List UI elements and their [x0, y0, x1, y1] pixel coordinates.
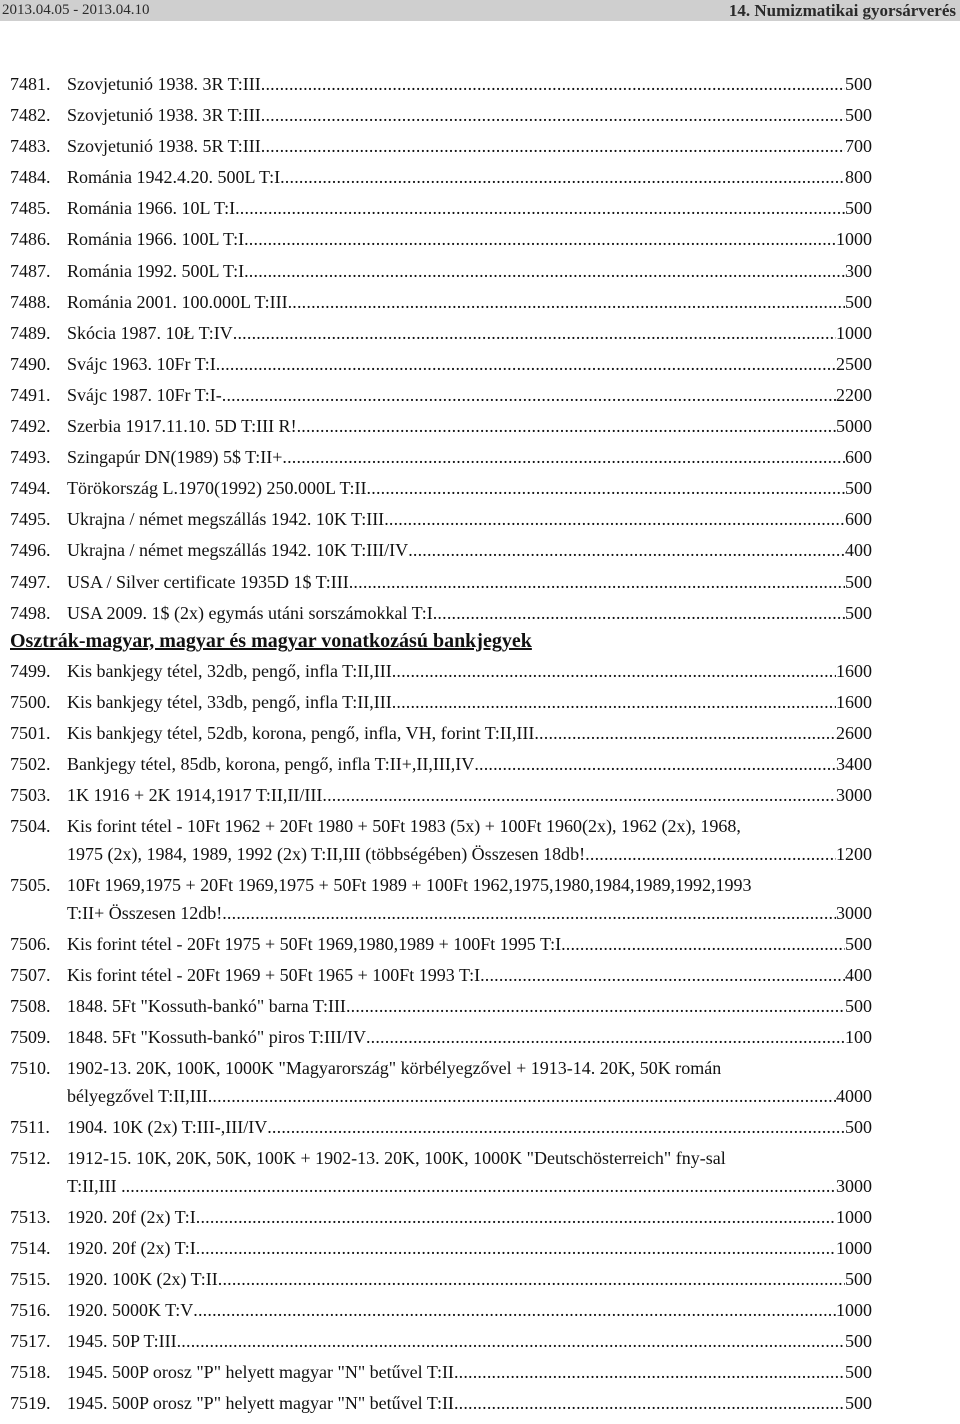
dot-leader	[454, 1393, 845, 1413]
lot-line	[67, 903, 872, 923]
lot-description	[67, 74, 872, 94]
lot-price: 800	[845, 167, 872, 188]
lot-number: 7518.	[10, 1361, 51, 1382]
lot-description	[67, 1027, 872, 1047]
lot-number: 7487.	[10, 260, 51, 281]
lot-line	[67, 723, 872, 743]
lot-text: Szingapúr DN(1989) 5$ T:II+	[67, 447, 283, 468]
lot-line	[67, 354, 872, 374]
lot-text: T:II+ Összesen 12db!	[67, 902, 223, 923]
lot-text: Bankjegy tétel, 85db, korona, pengő, infla T:II+,II,III,IV	[67, 753, 475, 774]
dot-leader	[288, 292, 845, 312]
dot-leader	[384, 509, 845, 529]
lot-line	[67, 661, 872, 681]
lot-number: 7517.	[10, 1330, 51, 1351]
lot-text: 1K 1916 + 2K 1914,1917 T:II,II/III	[67, 784, 323, 805]
lot-text: Ukrajna / német megszállás 1942. 10K T:III	[67, 509, 385, 530]
dot-leader	[408, 540, 845, 560]
lot-price: 3400	[836, 753, 872, 774]
lot-number: 7496.	[10, 540, 51, 561]
lot-number: 7512.	[10, 1147, 51, 1168]
lot-price: 2500	[836, 353, 872, 374]
lot-price: 400	[845, 540, 872, 561]
lot-item	[10, 603, 872, 623]
lot-item	[10, 261, 872, 281]
lot-line	[67, 261, 872, 281]
dot-leader	[534, 723, 836, 743]
lot-description	[67, 965, 872, 985]
lot-line	[67, 540, 872, 560]
lot-line	[67, 1117, 872, 1137]
lot-number: 7482.	[10, 105, 51, 126]
lot-description	[67, 1117, 872, 1137]
lot-item	[10, 354, 872, 374]
dot-leader	[193, 1300, 836, 1320]
dot-leader	[366, 1027, 845, 1047]
lot-number: 7515.	[10, 1268, 51, 1289]
dot-leader	[218, 1269, 845, 1289]
lot-description	[67, 692, 872, 712]
lot-item	[10, 229, 872, 249]
lot-line	[67, 1207, 872, 1227]
lot-item	[10, 385, 872, 405]
lot-line	[67, 1362, 872, 1382]
lot-text: 1945. 50P T:III	[67, 1330, 177, 1351]
lot-line	[67, 754, 872, 774]
lot-item	[10, 1148, 872, 1196]
lot-description	[67, 229, 872, 249]
lot-number: 7500.	[10, 691, 51, 712]
lot-number: 7506.	[10, 933, 51, 954]
lot-text: 10Ft 1969,1975 + 20Ft 1969,1975 + 50Ft 1989 + 100Ft 1962,1975,1980,1984,1989,1992,1993	[67, 874, 752, 895]
lot-item	[10, 1238, 872, 1258]
lot-description	[67, 136, 872, 156]
lot-line	[67, 74, 872, 94]
lot-price: 300	[845, 260, 872, 281]
dot-leader	[222, 903, 836, 923]
lot-item	[10, 105, 872, 125]
lot-line	[67, 416, 872, 436]
section-title: Osztrák-magyar, magyar és magyar vonatkozású bankjegyek	[10, 629, 532, 652]
dot-leader	[280, 167, 845, 187]
lot-item	[10, 785, 872, 805]
lot-description	[67, 661, 872, 681]
lot-price: 400	[845, 964, 872, 985]
lot-item	[10, 1207, 872, 1227]
lot-description	[67, 261, 872, 281]
lot-price: 1000	[836, 1237, 872, 1258]
lot-line	[67, 1269, 872, 1289]
lot-description	[67, 603, 872, 623]
lot-description	[67, 1300, 872, 1320]
lot-description	[67, 1058, 872, 1106]
lot-item	[10, 323, 872, 343]
lot-line	[67, 105, 872, 125]
lot-text: Törökország L.1970(1992) 250.000L T:II	[67, 478, 367, 499]
date-range: 2013.04.05 - 2013.04.10	[2, 2, 150, 18]
lot-text: 1945. 500P orosz "P" helyett magyar "N" betűvel T:II	[67, 1392, 454, 1413]
lot-description	[67, 292, 872, 312]
lot-text: 1848. 5Ft "Kossuth-bankó" piros T:III/IV	[67, 1026, 366, 1047]
dot-leader	[561, 934, 845, 954]
lot-description	[67, 105, 872, 125]
lot-price: 500	[845, 1361, 872, 1382]
lot-description	[67, 198, 872, 218]
lot-text: Skócia 1987. 10Ł T:IV	[67, 322, 233, 343]
lot-price: 500	[845, 74, 872, 94]
lot-number: 7503.	[10, 784, 51, 805]
lot-line	[67, 965, 872, 985]
lot-item	[10, 136, 872, 156]
lot-price: 1000	[836, 1206, 872, 1227]
lot-price: 3000	[836, 784, 872, 805]
dot-leader	[261, 74, 845, 94]
lot-item	[10, 965, 872, 985]
lot-number: 7508.	[10, 995, 51, 1016]
lot-line	[67, 509, 872, 529]
lot-description	[67, 447, 872, 467]
lot-price: 3000	[836, 902, 872, 923]
lot-item	[10, 1027, 872, 1047]
dot-leader	[322, 785, 836, 805]
lot-number: 7499.	[10, 660, 51, 681]
lot-number: 7488.	[10, 291, 51, 312]
lot-number: 7489.	[10, 322, 51, 343]
lot-text: 1920. 100K (2x) T:II	[67, 1268, 218, 1289]
lot-price: 600	[845, 509, 872, 530]
lot-description	[67, 723, 872, 743]
lot-price: 5000	[836, 416, 872, 437]
lot-price: 500	[845, 602, 872, 623]
dot-leader	[244, 229, 836, 249]
lot-price: 1000	[836, 1299, 872, 1320]
lot-text: Ukrajna / német megszállás 1942. 10K T:III/IV	[67, 540, 409, 561]
lot-number: 7494.	[10, 478, 51, 499]
lot-price: 600	[845, 447, 872, 468]
lot-item	[10, 1117, 872, 1137]
lot-text: Svájc 1963. 10Fr T:I	[67, 353, 216, 374]
lot-item	[10, 509, 872, 529]
lot-text: 1975 (2x), 1984, 1989, 1992 (2x) T:II,III (többségében) Összesen 18db!	[67, 843, 586, 864]
dot-leader	[367, 478, 845, 498]
lot-price: 500	[845, 571, 872, 592]
lot-description	[67, 1331, 872, 1351]
dot-leader	[196, 1207, 836, 1227]
lot-line	[67, 1331, 872, 1351]
lot-description	[67, 1362, 872, 1382]
lot-text: 1912-15. 10K, 20K, 50K, 100K + 1902-13. 20K, 100K, 1000K "Deutschösterreich" fny-sal	[67, 1147, 726, 1168]
lot-list-foreign	[10, 74, 872, 623]
lot-item	[10, 1393, 872, 1413]
lot-number: 7498.	[10, 602, 51, 623]
lot-text: 1920. 20f (2x) T:I	[67, 1206, 196, 1227]
lot-number: 7490.	[10, 353, 51, 374]
dot-leader	[433, 603, 845, 623]
dot-leader	[216, 354, 836, 374]
lot-price: 500	[845, 291, 872, 312]
lot-number: 7502.	[10, 753, 51, 774]
lot-description	[67, 875, 872, 923]
lot-number: 7484.	[10, 167, 51, 188]
lot-text: Kis bankjegy tétel, 33db, pengő, infla T:II,III	[67, 691, 392, 712]
lot-text: 1902-13. 20K, 100K, 1000K "Magyarország" körbélyegzővel + 1913-14. 20K, 50K román	[67, 1057, 722, 1078]
lot-price: 1000	[836, 229, 872, 250]
dot-leader	[261, 105, 845, 125]
lot-price: 1600	[836, 660, 872, 681]
dot-leader	[267, 1117, 845, 1137]
lot-number: 7510.	[10, 1057, 51, 1078]
dot-leader	[346, 996, 845, 1016]
lot-description	[67, 385, 872, 405]
lot-description	[67, 1238, 872, 1258]
lot-price: 4000	[836, 1085, 872, 1106]
lot-text: Románia 1992. 500L T:I	[67, 260, 245, 281]
dot-leader	[177, 1331, 845, 1351]
lot-number: 7501.	[10, 722, 51, 743]
lot-number: 7485.	[10, 198, 51, 219]
lot-text: Románia 2001. 100.000L T:III	[67, 291, 288, 312]
lot-number: 7481.	[10, 74, 51, 94]
dot-leader	[474, 754, 836, 774]
lot-item	[10, 723, 872, 743]
dot-leader	[244, 261, 845, 281]
dot-leader	[392, 692, 836, 712]
lot-text: Svájc 1987. 10Fr T:I-	[67, 384, 222, 405]
lot-number: 7483.	[10, 136, 51, 157]
lot-item	[10, 692, 872, 712]
dot-leader	[261, 136, 845, 156]
lot-description	[67, 478, 872, 498]
lot-text: Kis bankjegy tétel, 32db, pengő, infla T:II,III	[67, 660, 392, 681]
page-header	[0, 0, 960, 21]
dot-leader	[480, 965, 845, 985]
dot-leader	[126, 1176, 836, 1196]
lot-number: 7513.	[10, 1206, 51, 1227]
lot-description	[67, 509, 872, 529]
lot-item	[10, 292, 872, 312]
lot-line	[67, 323, 872, 343]
lot-item	[10, 540, 872, 560]
lot-line	[67, 816, 872, 836]
lot-line	[67, 385, 872, 405]
dot-leader	[454, 1362, 845, 1382]
lot-text: 1920. 5000K T:V	[67, 1299, 194, 1320]
lot-item	[10, 996, 872, 1016]
lot-price: 500	[845, 933, 872, 954]
dot-leader	[222, 385, 836, 405]
lot-number: 7516.	[10, 1299, 51, 1320]
lot-price: 500	[845, 1268, 872, 1289]
lot-price: 700	[845, 136, 872, 157]
lot-price: 500	[845, 198, 872, 219]
lot-description	[67, 816, 872, 864]
lot-price: 1200	[836, 843, 872, 864]
lot-item	[10, 1362, 872, 1382]
dot-leader	[196, 1238, 836, 1258]
dot-leader	[282, 447, 845, 467]
lot-item	[10, 1058, 872, 1106]
lot-item	[10, 447, 872, 467]
lot-line	[67, 844, 872, 864]
lot-number: 7519.	[10, 1392, 51, 1413]
lot-number: 7495.	[10, 509, 51, 530]
auction-title: 14. Numizmatikai gyorsárverés	[728, 0, 956, 20]
lot-number: 7492.	[10, 416, 51, 437]
lot-line	[67, 1086, 872, 1106]
lot-line	[67, 229, 872, 249]
lot-description	[67, 996, 872, 1016]
lot-line	[67, 1027, 872, 1047]
lot-text: Szovjetunió 1938. 3R T:III	[67, 74, 261, 94]
lot-item	[10, 875, 872, 923]
lot-item	[10, 198, 872, 218]
lot-number: 7505.	[10, 874, 51, 895]
lot-price: 2200	[836, 384, 872, 405]
lot-listing	[10, 74, 872, 1424]
lot-price: 500	[845, 105, 872, 126]
lot-number: 7511.	[10, 1116, 50, 1137]
lot-description	[67, 785, 872, 805]
lot-text: Kis forint tétel - 20Ft 1969 + 50Ft 1965 + 100Ft 1993 T:I	[67, 964, 481, 985]
lot-number: 7493.	[10, 447, 51, 468]
lot-line	[67, 692, 872, 712]
lot-number: 7507.	[10, 964, 51, 985]
lot-line	[67, 1148, 872, 1168]
lot-line	[67, 447, 872, 467]
lot-price: 1000	[836, 322, 872, 343]
lot-price: 500	[845, 1330, 872, 1351]
lot-item	[10, 934, 872, 954]
lot-text: bélyegzővel T:II,III	[67, 1085, 208, 1106]
dot-leader	[208, 1086, 836, 1106]
lot-line	[67, 1300, 872, 1320]
dot-leader	[233, 323, 836, 343]
lot-line	[67, 785, 872, 805]
lot-item	[10, 167, 872, 187]
lot-line	[67, 934, 872, 954]
dot-leader	[297, 416, 836, 436]
lot-description	[67, 540, 872, 560]
lot-item	[10, 478, 872, 498]
lot-text: 1848. 5Ft "Kossuth-bankó" barna T:III	[67, 995, 346, 1016]
lot-description	[67, 167, 872, 187]
lot-price: 1600	[836, 691, 872, 712]
lot-description	[67, 1207, 872, 1227]
lot-description	[67, 1148, 872, 1196]
lot-text: Szerbia 1917.11.10. 5D T:III R!	[67, 416, 297, 437]
lot-price: 3000	[836, 1175, 872, 1196]
lot-text: T:II,III .	[67, 1175, 126, 1196]
lot-number: 7486.	[10, 229, 51, 250]
lot-description	[67, 1269, 872, 1289]
lot-line	[67, 136, 872, 156]
lot-description	[67, 323, 872, 343]
lot-number: 7504.	[10, 815, 51, 836]
lot-text: 1920. 20f (2x) T:I	[67, 1237, 196, 1258]
lot-line	[67, 1058, 872, 1078]
lot-text: 1945. 500P orosz "P" helyett magyar "N" betűvel T:II	[67, 1361, 454, 1382]
lot-text: Románia 1966. 10L T:I	[67, 198, 236, 219]
lot-description	[67, 416, 872, 436]
lot-line	[67, 875, 872, 895]
lot-price: 2600	[836, 722, 872, 743]
lot-item	[10, 1269, 872, 1289]
lot-text: Románia 1966. 100L T:I	[67, 229, 245, 250]
lot-text: 1904. 10K (2x) T:III-,III/IV	[67, 1116, 268, 1137]
lot-price: 500	[845, 995, 872, 1016]
lot-description	[67, 1393, 872, 1413]
lot-line	[67, 167, 872, 187]
lot-description	[67, 754, 872, 774]
lot-line	[67, 1238, 872, 1258]
lot-item	[10, 1331, 872, 1351]
lot-price: 500	[845, 1392, 872, 1413]
lot-number: 7497.	[10, 571, 51, 592]
lot-line	[67, 478, 872, 498]
dot-leader	[392, 661, 836, 681]
lot-number: 7509.	[10, 1026, 51, 1047]
lot-item	[10, 661, 872, 681]
lot-line	[67, 572, 872, 592]
lot-description	[67, 572, 872, 592]
lot-description	[67, 354, 872, 374]
lot-text: Kis forint tétel - 20Ft 1975 + 50Ft 1969,1980,1989 + 100Ft 1995 T:I	[67, 933, 562, 954]
lot-number: 7491.	[10, 384, 51, 405]
lot-item	[10, 754, 872, 774]
lot-line	[67, 198, 872, 218]
dot-leader	[235, 198, 845, 218]
lot-text: Szovjetunió 1938. 3R T:III	[67, 105, 261, 126]
lot-text: USA 2009. 1$ (2x) egymás utáni sorszámokkal T:I	[67, 602, 433, 623]
lot-line	[67, 996, 872, 1016]
lot-line	[67, 603, 872, 623]
lot-line	[67, 292, 872, 312]
lot-line	[67, 1176, 872, 1196]
lot-text: Szovjetunió 1938. 5R T:III	[67, 136, 261, 157]
lot-text: USA / Silver certificate 1935D 1$ T:III	[67, 571, 349, 592]
lot-item	[10, 1300, 872, 1320]
lot-list-hungarian	[10, 661, 872, 1413]
dot-leader	[349, 572, 845, 592]
lot-item	[10, 816, 872, 864]
lot-description	[67, 934, 872, 954]
lot-item	[10, 416, 872, 436]
lot-number: 7514.	[10, 1237, 51, 1258]
lot-price: 500	[845, 1116, 872, 1137]
lot-text: Kis forint tétel - 10Ft 1962 + 20Ft 1980 + 50Ft 1983 (5x) + 100Ft 1960(2x), 1962 (2x), 1968,	[67, 815, 741, 836]
lot-line	[67, 1393, 872, 1413]
lot-price: 100	[845, 1026, 872, 1047]
lot-text: Románia 1942.4.20. 500L T:I	[67, 167, 281, 188]
lot-text: Kis bankjegy tétel, 52db, korona, pengő, infla, VH, forint T:II,III	[67, 722, 535, 743]
lot-price: 500	[845, 478, 872, 499]
lot-item	[10, 74, 872, 94]
lot-item	[10, 572, 872, 592]
dot-leader	[585, 844, 836, 864]
